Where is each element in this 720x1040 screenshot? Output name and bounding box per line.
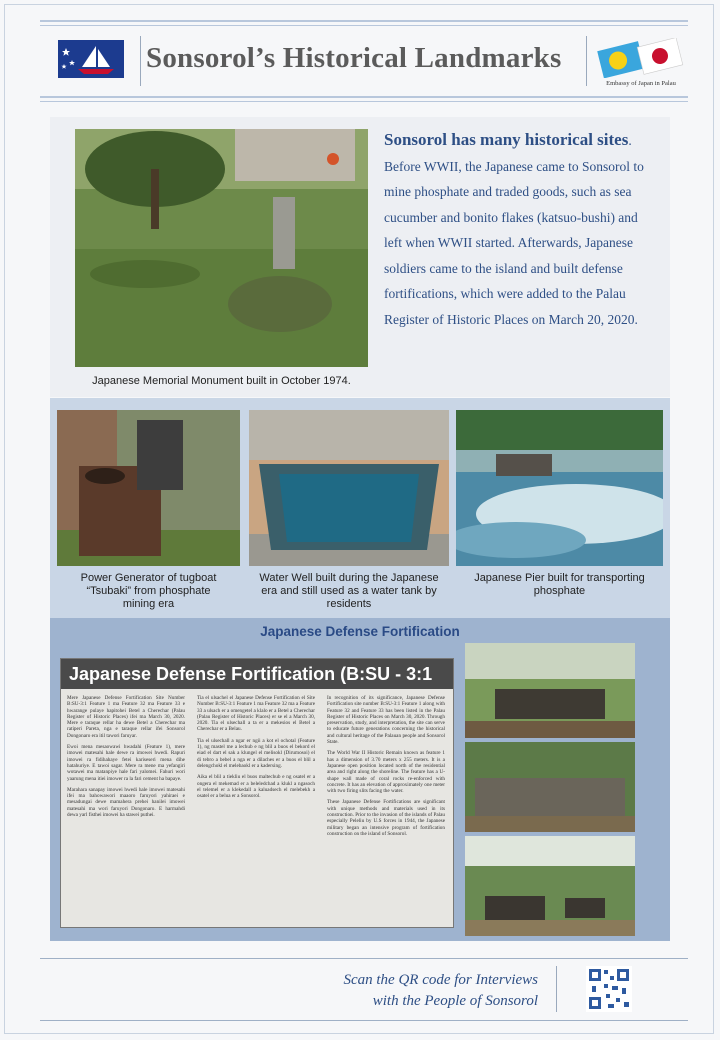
generator-caption: Power Generator of tugboat “Tsubaki” from phosphate mining era — [80, 572, 217, 610]
top-rule — [40, 20, 688, 22]
memorial-monument-photo — [75, 129, 368, 367]
panel-column-3 — [327, 695, 445, 842]
panel-col2-para: Tia el ulsachel el Japanese Defense Fortification el Site Number B:SU-3:1 Feature 1 ma Feature 32 ma a Feature 33 a ulsach er a omengetel a klalo er a Betel a Cherechar (Palau Register of Historic Places) er se el a March 30, 2020. Tia el ulsechall a ta er a mekesios el Betel a Cherechar er a Belau. — [197, 695, 315, 733]
footer-rule-bottom — [40, 1020, 688, 1021]
photo-band — [50, 398, 670, 618]
fortification-photo-2 — [465, 742, 635, 832]
header-rule — [40, 96, 688, 98]
fortification-info-panel — [60, 658, 454, 928]
intro-section — [50, 117, 670, 397]
header-divider-left — [140, 36, 141, 86]
pier-caption: Japanese Pier built for transporting phosphate — [474, 572, 645, 597]
sonsorol-flag-icon — [58, 40, 124, 78]
intro-lead: Sonsorol has many historical sites — [384, 130, 629, 149]
footer-line-2: with the People of Sonsorol — [372, 993, 538, 1009]
panel-column-1 — [67, 695, 185, 823]
panel-col2-para: Tia el ulsechall a ngar er ngii a kot el ochotal (Feature 1), ng mastel me a lechub e ng blil a buos el bekord el eiad el dart el sak a klungel el melisokl (Dirumosoi) el di tebro a bebel a nga er a dilaches er a buos el blil a delengchokl el melebaokl er a kadersing. — [197, 737, 315, 769]
top-rule-thin — [40, 25, 688, 26]
panel-col2-para: Aika el blil a tiekliu el buos maltechub e ng osatel er a ongera el mekemad er a beleledchad a klukl a ngasoch el telemel er a klekedall a kaluadsech el melebekh a osatel er a belua er a Sonsorol. — [197, 774, 315, 800]
footer-divider — [556, 966, 557, 1012]
footer-text — [218, 970, 538, 1012]
intro-paragraph — [384, 127, 644, 332]
intro-body: . Before WWII, the Japanese came to Sonsorol to mine phosphate and traded goods, such as sea cucumber and bonito flakes (katsuo-bushi) and left when WWII started. Afterwards, Japanese soldiers came to the island and built defense fortifications, which were added to the Palau Register of Historic Places on March 20, 2020. — [384, 133, 644, 327]
footer-rule-top — [40, 958, 688, 959]
palau-japan-flags-icon — [596, 38, 686, 78]
header — [40, 28, 688, 94]
fortification-section — [50, 618, 670, 941]
panel-col1-para: Mere Japanese Defense Fortification Site Number B:SU-3:1 Feature 1 ma Feature 32 ma Feature 33 e hwarange pulaye hapitohei Betel a Cherechar (Palau Register of Historic Places) ifei ma March 30, 2020. Mere e taraque rellar ha dewe Betel a Cherechar ma ratiperi Pareta, nga e taraque rellar ifei Sonsorol Dongonaro era itil tawori faruyar. — [67, 695, 185, 739]
header-rule-thin — [40, 101, 688, 102]
panel-col1-para: Ewoi mena mesaowawi hwadahi (Feature 1), mere imowei matesahi hale dewe ra imowei hwedi. Rapuri imowei ra fidihahaye fetei kariseseri mena dihe hatahuriye. E tawoi sagar. Mere ra mene ma yefangiri wotawei ma matanpiye hale fari yalomei. Fahuri wori yaarung mena itiei imower ra la fari cement ha bapaye. — [67, 744, 185, 782]
power-generator-photo — [57, 410, 240, 566]
fortification-photo-1 — [465, 643, 635, 738]
fortification-photo-3 — [465, 836, 635, 936]
panel-col3-para: These Japanese Defense Fortifications are significant with unique methods and materials used in its construction. Prior to the invasion of the islands of Palau especially Peleliu by U.S forces in 1944, the Japanese military began an intensive program of fortification construction on the island of Sonsorol. — [327, 799, 445, 837]
memorial-caption: Japanese Memorial Monument built in October 1974. — [92, 375, 351, 387]
panel-column-2 — [197, 695, 315, 804]
water-well-photo — [249, 410, 449, 566]
header-divider-right — [586, 36, 587, 86]
panel-col1-para: Marahara sanapay imowei hwedi hale imowei matesahi ifei ma bahowawori maaoro faruyori yahiraei e mesadungai dewe mamahera prehei hanilei imowei matesahi ma wori faruyori Dongonaro. E harmahdi dewa yarl fisthei imowei ha stawei puthei. — [67, 786, 185, 819]
panel-col3-para: The World War II Historic Remain known as feature 1 has a dimension of 3.70 meters x 255 meters. It is a Japanese open position located north of the residential area and right along the shoreline. The feature has a U-shape wall made of coral rocks re-enforced with concrete. It has an elevation of approximately one meter with two firing slits facing the water. — [327, 750, 445, 795]
embassy-label: Embassy of Japan in Palau — [606, 80, 676, 87]
japanese-pier-photo — [456, 410, 663, 566]
footer-line-1: Scan the QR code for Interviews — [343, 972, 538, 988]
page-title: Sonsorol’s Historical Landmarks — [146, 42, 562, 74]
fortification-panel-title: Japanese Defense Fortification (B:SU - 3:1 — [61, 659, 453, 689]
footer — [40, 960, 688, 1018]
panel-col3-para: In recognition of its significance, Japanese Defense Fortification site number B:SU-3:1 Feature 1 along with Feature 32 and Feature 33 has been listed in the Palau Register of Historic Places on March 30, 2020. Through preservation, study, and interpretation, the site can serve to educate future generations concerning the historical and cultural heritage of the Palauan people and Sonsorol State. — [327, 695, 445, 746]
fortification-title: Japanese Defense Fortification — [260, 624, 460, 639]
qr-code-icon[interactable] — [586, 966, 632, 1012]
water-well-caption: Water Well built during the Japanese era and still used as a water tank by residents — [259, 572, 439, 610]
